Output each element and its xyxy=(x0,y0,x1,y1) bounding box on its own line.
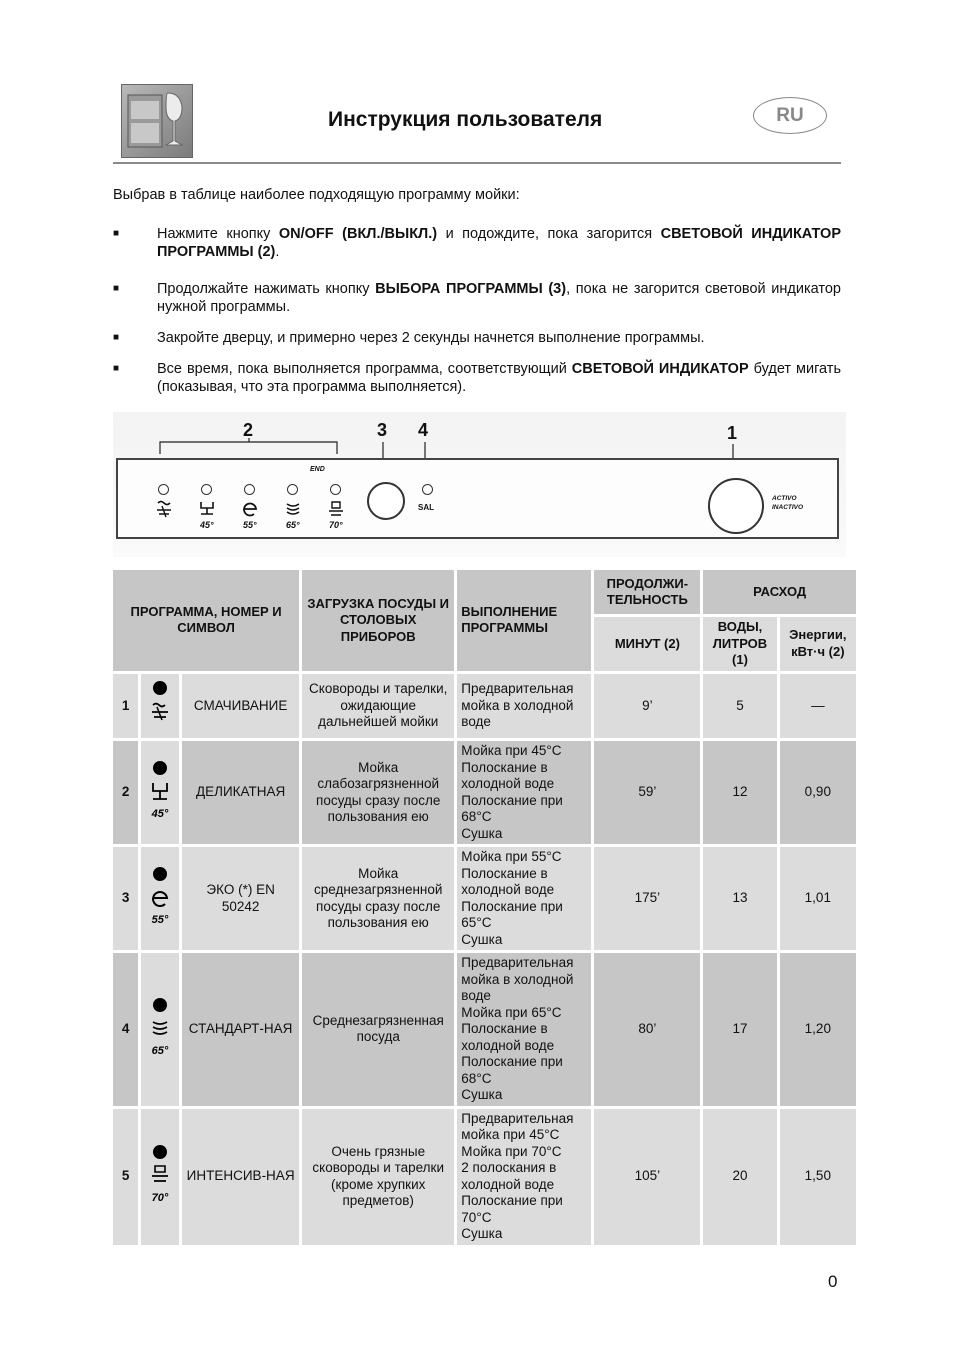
program-symbol xyxy=(141,847,179,950)
temp-label: 55° xyxy=(243,520,257,530)
bullet-text: и подождите, пока загорится xyxy=(437,226,661,242)
list-item xyxy=(113,280,841,316)
bullet-text: Закройте дверцу, и примерно через 2 секунды начнется выполнение программы. xyxy=(157,330,705,346)
program-water: 5 xyxy=(703,674,776,739)
eco-icon xyxy=(240,500,260,518)
program-name: ИНТЕНСИВ-НАЯ xyxy=(182,1109,299,1245)
program-led-2 xyxy=(201,484,212,495)
program-load: Сковороды и тарелки, ожидающие дальнейшей мойки xyxy=(302,674,454,739)
program-load: Мойка среднезагрязненной посуды сразу после пользования ею xyxy=(302,847,454,950)
page-number: 0 xyxy=(828,1272,838,1291)
exec-step: Полоскание при 65°C xyxy=(461,898,563,930)
bullet-text: . xyxy=(275,244,280,260)
exec-step: Предварительная мойка в холодной воде xyxy=(461,681,574,729)
salt-label: SAL xyxy=(418,503,434,512)
bullet-text: Все время, пока выполняется программа, соответствующий xyxy=(157,361,572,377)
prewash-icon xyxy=(154,500,174,518)
exec-step: Мойка при 65°C xyxy=(461,1004,562,1020)
language-badge: RU xyxy=(753,97,827,134)
program-energy: 1,50 xyxy=(780,1109,856,1245)
bullet-icon: ■ xyxy=(113,332,120,343)
control-panel xyxy=(116,458,839,539)
program-load: Мойка слабозагрязненной посуды сразу после пользования ею xyxy=(302,741,454,844)
bullet-bold: СВЕТОВОЙ ИНДИКАТОР ПРОГРАММЫ (2) xyxy=(157,226,841,260)
exec-step: Мойка при 45°C xyxy=(461,743,562,758)
table-row xyxy=(113,953,856,1106)
exec-step: Полоскание в холодной воде xyxy=(461,1021,555,1053)
header-exec: ВЫПОЛНЕНИЕ ПРОГРАММЫ xyxy=(457,570,591,671)
callout-4: 4 xyxy=(418,420,429,440)
program-number: 2 xyxy=(113,741,138,844)
exec-step: Полоскание при 68°C xyxy=(461,792,563,824)
salt-led xyxy=(422,484,433,495)
program-name: ДЕЛИКАТНАЯ xyxy=(182,741,299,844)
program-exec xyxy=(457,741,591,844)
program-led-5 xyxy=(330,484,341,495)
page-header xyxy=(113,82,841,164)
program-water: 20 xyxy=(703,1109,776,1245)
program-led-1 xyxy=(158,484,169,495)
delicate-symbol-icon xyxy=(145,755,175,825)
program-led-4 xyxy=(287,484,298,495)
exec-step: Полоскание в холодной воде xyxy=(461,865,555,897)
table-row xyxy=(113,674,856,739)
callout-2: 2 xyxy=(243,420,254,440)
exec-step: Сушка xyxy=(461,1087,503,1102)
temp-label: 65° xyxy=(286,520,300,530)
program-exec xyxy=(457,674,591,739)
intensive-pot-icon xyxy=(326,500,346,518)
inactivo-label: INACTIVO xyxy=(772,504,804,511)
program-exec xyxy=(457,953,591,1106)
exec-step: Полоскание при 70°C xyxy=(461,1193,563,1225)
program-energy: 1,20 xyxy=(780,953,856,1106)
intro-text: Выбрав в таблице наиболее подходящую программу мойки: xyxy=(113,187,520,203)
program-energy: 0,90 xyxy=(780,741,856,844)
exec-step: Сушка xyxy=(461,825,503,841)
program-minutes: 9’ xyxy=(594,674,700,739)
exec-step: Сушка xyxy=(461,931,503,947)
symbol-temp: 70° xyxy=(151,1192,169,1205)
standard-icon xyxy=(283,500,303,518)
program-water: 12 xyxy=(703,741,776,844)
program-minutes: 105’ xyxy=(594,1109,700,1245)
program-symbol xyxy=(141,1109,179,1245)
symbol-temp: 55° xyxy=(151,914,169,927)
program-minutes: 59’ xyxy=(594,741,700,844)
list-item xyxy=(113,329,841,347)
program-name: СТАНДАРТ-НАЯ xyxy=(182,953,299,1106)
bullet-text: Продолжайте нажимать кнопку xyxy=(157,281,376,297)
header-consumption: РАСХОД xyxy=(703,570,856,614)
program-water: 17 xyxy=(703,953,776,1106)
header-water: ВОДЫ, ЛИТРОВ (1) xyxy=(703,617,776,671)
exec-step: Предварительная мойка при 45°C xyxy=(461,1110,574,1142)
program-table xyxy=(110,567,859,1248)
eco-symbol-icon xyxy=(145,861,175,931)
bullet-text: , пока не загорится световой индикатор нужной программы. xyxy=(157,281,841,315)
header-load: ЗАГРУЗКА ПОСУДЫ И СТОЛОВЫХ ПРИБОРОВ xyxy=(302,570,454,671)
list-item xyxy=(113,225,841,261)
symbol-temp: 65° xyxy=(151,1045,169,1057)
page-title: Инструкция пользователя xyxy=(328,108,603,131)
bullet-icon: ■ xyxy=(113,283,120,294)
program-name: ЭКО (*) EN 50242 xyxy=(182,847,299,950)
bullet-text: Нажмите кнопку xyxy=(157,226,279,242)
program-number: 3 xyxy=(113,847,138,950)
table-row xyxy=(113,847,856,950)
program-name: СМАЧИВАНИЕ xyxy=(182,674,299,739)
exec-step: Сушка xyxy=(461,1226,503,1241)
exec-step: Мойка при 70°C xyxy=(461,1143,562,1159)
header-minutes: МИНУТ (2) xyxy=(594,617,700,671)
exec-step: Полоскание при 68°C xyxy=(461,1054,563,1086)
program-load: Очень грязные сковороды и тарелки (кроме хрупких предметов) xyxy=(302,1109,454,1245)
delicate-glass-icon xyxy=(197,500,217,518)
callout-1: 1 xyxy=(727,423,738,443)
program-exec xyxy=(457,847,591,950)
program-led-3 xyxy=(244,484,255,495)
symbol-temp: 45° xyxy=(151,808,169,821)
program-load: Среднезагрязненная посуда xyxy=(302,953,454,1106)
program-number: 5 xyxy=(113,1109,138,1245)
program-exec xyxy=(457,1109,591,1245)
temp-label: 45° xyxy=(200,520,214,530)
program-minutes: 80’ xyxy=(594,953,700,1106)
end-label: END xyxy=(310,466,325,473)
program-minutes: 175’ xyxy=(594,847,700,950)
program-symbol xyxy=(141,741,179,844)
standard-symbol-icon xyxy=(145,992,175,1062)
exec-step: Мойка при 55°C xyxy=(461,849,562,864)
table-row xyxy=(113,741,856,844)
bullet-bold: СВЕТОВОЙ ИНДИКАТОР xyxy=(571,361,749,377)
program-symbol xyxy=(141,953,179,1106)
exec-step: Предварительная мойка в холодной воде xyxy=(461,955,574,1003)
header-program: ПРОГРАММА, НОМЕР И СИМВОЛ xyxy=(113,570,299,671)
program-number: 4 xyxy=(113,953,138,1106)
list-item xyxy=(113,360,841,396)
header-duration: ПРОДОЛЖИ-ТЕЛЬНОСТЬ xyxy=(594,570,700,614)
bullet-icon: ■ xyxy=(113,363,120,374)
program-symbol xyxy=(141,674,179,739)
on-off-button[interactable] xyxy=(708,478,764,534)
instruction-list xyxy=(113,225,841,396)
exec-step: 2 полоскания в холодной воде xyxy=(461,1160,557,1192)
program-energy: 1,01 xyxy=(780,847,856,950)
bullet-icon: ■ xyxy=(113,228,120,239)
bullet-text: будет мигать (показывая, что эта программа выполняется). xyxy=(157,361,842,395)
intensive-symbol-icon xyxy=(145,1139,175,1209)
table-row xyxy=(113,1109,856,1245)
program-energy: — xyxy=(780,674,856,739)
prewash-symbol-icon xyxy=(145,676,175,732)
dishwasher-glass-logo-icon xyxy=(121,84,193,158)
temp-label: 70° xyxy=(329,520,343,530)
program-number: 1 xyxy=(113,674,138,739)
activo-label: ACTIVO xyxy=(772,495,797,502)
callout-3: 3 xyxy=(377,420,388,440)
bullet-bold: ON/OFF (ВКЛ./ВЫКЛ.) xyxy=(278,226,438,242)
exec-step: Полоскание в холодной воде xyxy=(461,759,555,791)
program-water: 13 xyxy=(703,847,776,950)
program-select-button[interactable] xyxy=(367,482,405,520)
control-panel-diagram xyxy=(113,412,846,557)
bullet-bold: ВЫБОРА ПРОГРАММЫ (3) xyxy=(375,281,567,297)
header-energy: Энергии, кВт·ч (2) xyxy=(780,617,856,671)
on-off-legend xyxy=(772,494,803,512)
